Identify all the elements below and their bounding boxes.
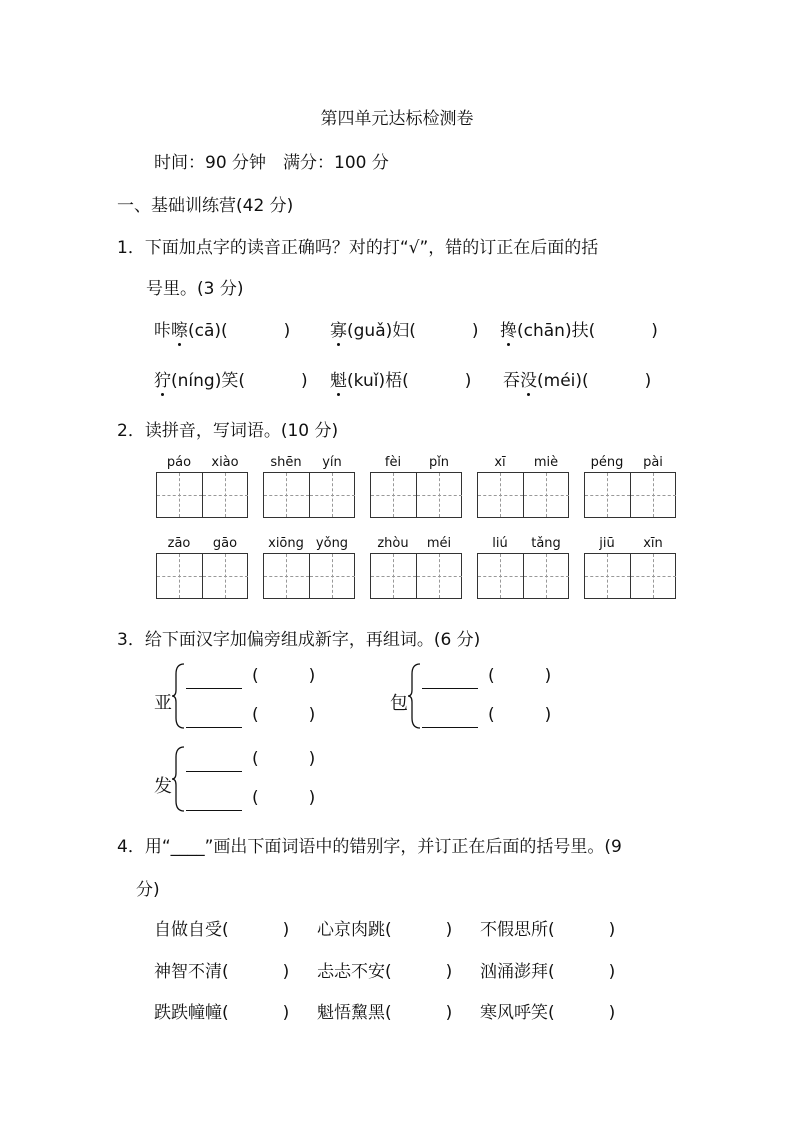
writing-grid[interactable]	[263, 472, 355, 518]
writing-cell[interactable]	[264, 554, 310, 598]
pinyin-label: zhòu	[377, 536, 409, 551]
answer-line[interactable]	[422, 726, 478, 728]
pinyin-label: liú	[492, 536, 508, 551]
exam-meta: 时间：90 分钟 满分：100 分	[154, 153, 389, 173]
writing-grid[interactable]	[584, 553, 676, 599]
writing-cell[interactable]	[157, 554, 203, 598]
question-4-line2: 分)	[136, 880, 160, 900]
question-3: 3．给下面汉字加偏旁组成新字，再组词。(6 分)	[117, 630, 481, 650]
writing-grid[interactable]	[370, 553, 462, 599]
writing-grid[interactable]	[263, 553, 355, 599]
base-char: 发	[154, 776, 172, 797]
writing-cell[interactable]	[157, 473, 203, 517]
base-char: 包	[390, 693, 408, 714]
writing-cell[interactable]	[203, 554, 248, 598]
writing-grid[interactable]	[477, 553, 569, 599]
q1-item: 咔嚓(cā)( )	[154, 316, 290, 341]
writing-cell[interactable]	[585, 554, 631, 598]
writing-cell[interactable]	[371, 473, 417, 517]
q1-item: 吞没(méi)( )	[503, 366, 651, 391]
brace-icon	[172, 662, 186, 730]
q1-item: 魁(kuǐ)梧( )	[330, 366, 471, 391]
writing-cell[interactable]	[524, 554, 569, 598]
writing-grid[interactable]	[370, 472, 462, 518]
pinyin-label: zāo	[167, 536, 191, 551]
pinyin-label: xīn	[643, 536, 663, 551]
q1-item: 狞(níng)笑( )	[154, 366, 308, 391]
pinyin-label: pài	[643, 455, 663, 470]
pinyin-label: shēn	[270, 455, 302, 470]
question-1-line2: 号里。(3 分)	[146, 279, 244, 299]
q4-item: 跌跌幢幢( )	[154, 1003, 290, 1023]
answer-line[interactable]	[186, 687, 242, 689]
q1-item: 寡(guǎ)妇( )	[330, 316, 479, 341]
question-1-line1: 1．下面加点字的读音正确吗？对的打“√”，错的订正在后面的括	[117, 238, 599, 258]
answer-paren[interactable]: ( )	[252, 788, 316, 808]
answer-paren[interactable]: ( )	[252, 749, 316, 769]
pinyin-label: xiào	[211, 455, 239, 470]
writing-cell[interactable]	[585, 473, 631, 517]
q4-item: 汹涌澎拜( )	[480, 962, 616, 982]
answer-line[interactable]	[186, 809, 242, 811]
pinyin-label: jiū	[599, 536, 615, 551]
q4-item: 自做自受( )	[154, 920, 290, 940]
pinyin-label: péng	[590, 455, 624, 470]
writing-cell[interactable]	[478, 473, 524, 517]
pinyin-label: yín	[322, 455, 342, 470]
writing-grid[interactable]	[156, 472, 248, 518]
q4-item: 魁悟黧黑( )	[317, 1003, 453, 1023]
pinyin-label: pǐn	[428, 455, 450, 470]
answer-paren[interactable]: ( )	[252, 666, 316, 686]
brace-icon	[172, 745, 186, 813]
q1-item: 搀(chān)扶( )	[500, 316, 658, 341]
writing-cell[interactable]	[310, 554, 355, 598]
writing-grid[interactable]	[156, 553, 248, 599]
pinyin-label: miè	[533, 455, 559, 470]
writing-cell[interactable]	[264, 473, 310, 517]
writing-grid[interactable]	[584, 472, 676, 518]
answer-line[interactable]	[186, 770, 242, 772]
pinyin-label: xī	[494, 455, 506, 470]
writing-cell[interactable]	[478, 554, 524, 598]
writing-cell[interactable]	[310, 473, 355, 517]
writing-cell[interactable]	[524, 473, 569, 517]
writing-cell[interactable]	[417, 473, 462, 517]
writing-cell[interactable]	[417, 554, 462, 598]
answer-paren[interactable]: ( )	[252, 705, 316, 725]
pinyin-label: yǒng	[315, 536, 349, 551]
question-4-line1: 4．用“____”画出下面词语中的错别字，并订正在后面的括号里。(9	[117, 837, 622, 857]
q4-item: 寒风呼笑( )	[480, 1003, 616, 1023]
answer-line[interactable]	[422, 687, 478, 689]
pinyin-label: méi	[426, 536, 452, 551]
page-title: 第四单元达标检测卷	[320, 109, 474, 129]
q4-item: 心京肉跳( )	[317, 920, 453, 940]
answer-paren[interactable]: ( )	[488, 666, 552, 686]
pinyin-label: gāo	[212, 536, 238, 551]
writing-cell[interactable]	[371, 554, 417, 598]
q4-item: 神智不清( )	[154, 962, 290, 982]
q4-item: 不假思所( )	[480, 920, 616, 940]
pinyin-label: tǎng	[531, 536, 561, 551]
pinyin-label: fèi	[384, 455, 402, 470]
brace-icon	[408, 662, 422, 730]
writing-cell[interactable]	[631, 473, 676, 517]
writing-cell[interactable]	[631, 554, 676, 598]
base-char: 亚	[154, 693, 172, 714]
answer-line[interactable]	[186, 726, 242, 728]
writing-cell[interactable]	[203, 473, 248, 517]
q4-item: 忐忐不安( )	[317, 962, 453, 982]
section-heading: 一、基础训练营(42 分)	[117, 196, 294, 216]
pinyin-label: páo	[166, 455, 192, 470]
writing-grid[interactable]	[477, 472, 569, 518]
pinyin-label: xiōng	[268, 536, 304, 551]
question-2: 2．读拼音，写词语。(10 分)	[117, 421, 339, 441]
answer-paren[interactable]: ( )	[488, 705, 552, 725]
